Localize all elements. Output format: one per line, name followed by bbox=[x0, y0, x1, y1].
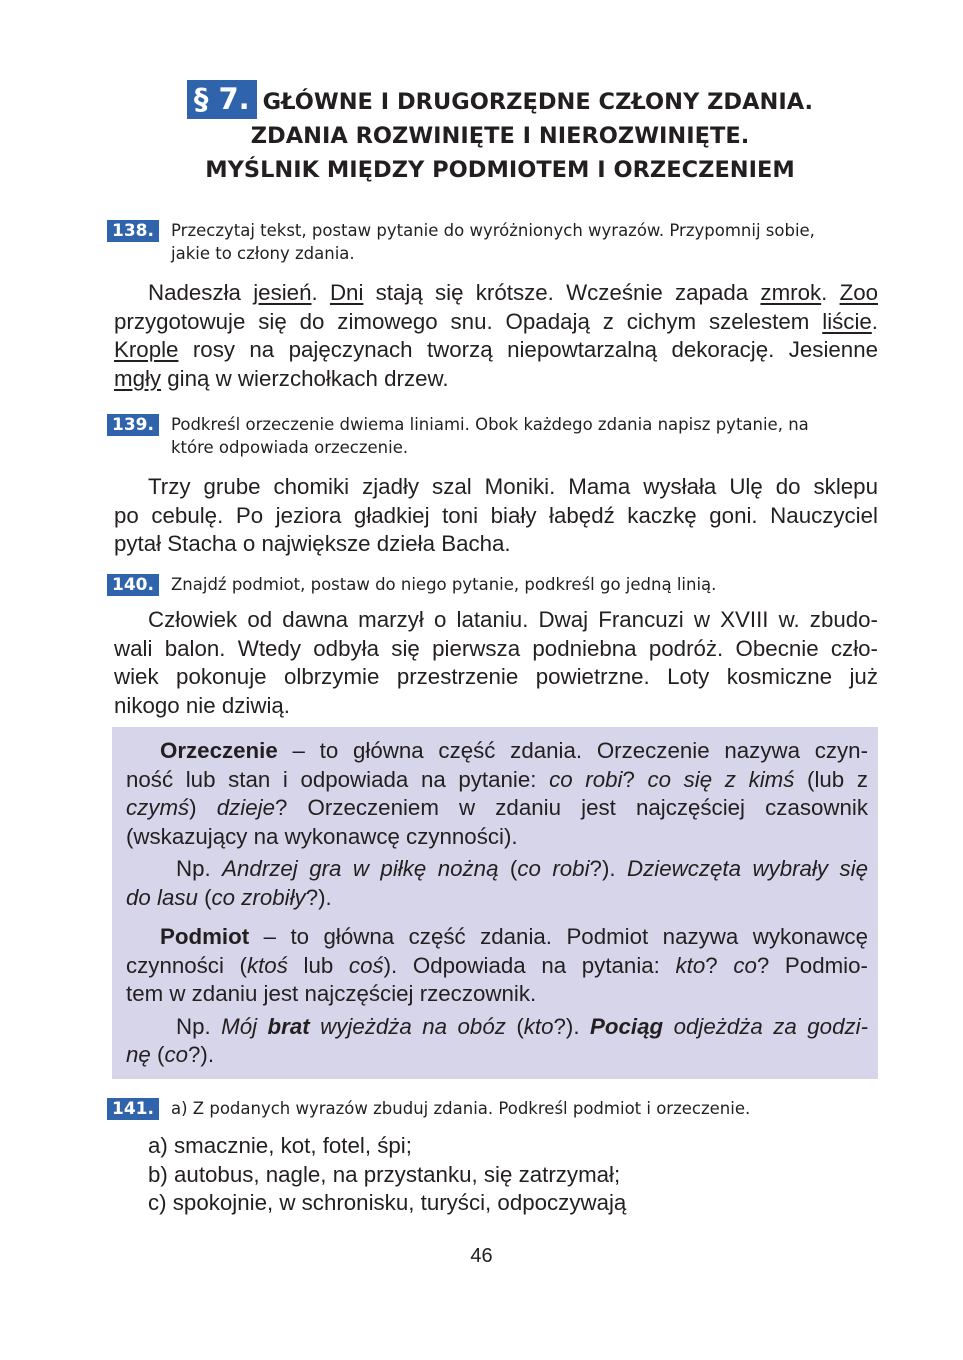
exercise-text-140 bbox=[114, 606, 878, 720]
text-span: giną w wierzchołkach drzew. bbox=[161, 365, 449, 391]
text-line: nikogo nie dziwią. bbox=[114, 692, 291, 718]
text-span: ?). bbox=[188, 1042, 215, 1067]
text-span: przygotowuje się do zimowego snu. Opadają z cichym szelestem bbox=[114, 308, 823, 334]
text-span: Nadeszła bbox=[148, 280, 254, 305]
example-text: wyjeżdża na obóz bbox=[309, 1013, 506, 1039]
text-line: Człowiek od dawna marzył o lataniu. Dwaj Francuzi w XVIII w. zbudo- bbox=[148, 607, 878, 632]
task-141 bbox=[107, 1097, 887, 1120]
rule-predicate bbox=[126, 737, 868, 912]
text-line: wali balon. Wtedy odbyła się pierwsza podniebna podróż. Obecnie czło- bbox=[114, 635, 878, 661]
task-138 bbox=[107, 219, 887, 265]
header-title-1: GŁÓWNE I DRUGORZĘDNE CZŁONY ZDANIA. bbox=[262, 89, 814, 115]
task-instruction-line: a) Z podanych wyrazów zbuduj zdania. Podkreśl podmiot i orzeczenie. bbox=[171, 1099, 751, 1118]
text-span: (wskazujący na wykonawcę czynności). bbox=[126, 823, 518, 849]
text-span: ) bbox=[189, 795, 217, 820]
section-header bbox=[100, 80, 900, 187]
question-word: kto bbox=[675, 952, 706, 978]
example-text: Dziewczęta wybrały się bbox=[627, 856, 868, 881]
example-subject: Pociąg bbox=[590, 1013, 664, 1039]
text-span: ? Podmio- bbox=[756, 952, 868, 978]
question-word: kto bbox=[523, 1013, 554, 1039]
question-word: co bbox=[164, 1042, 188, 1067]
example-subject: brat bbox=[267, 1013, 310, 1039]
text-span: . bbox=[871, 308, 878, 334]
example-text: do lasu bbox=[126, 884, 198, 910]
list-item: a) smacznie, kot, fotel, śpi; bbox=[148, 1133, 412, 1158]
task-number-badge: 140. bbox=[107, 574, 159, 596]
text-span: czynności ( bbox=[126, 952, 247, 978]
text-span: Np. bbox=[176, 856, 223, 881]
task-instruction-line: Znajdź podmiot, postaw do niego pytanie, podkreśl go jedną linią. bbox=[171, 575, 717, 594]
word-list-141 bbox=[148, 1132, 626, 1218]
text-span: ?). bbox=[553, 1013, 591, 1039]
section-number-badge: § 7. bbox=[187, 80, 257, 119]
text-line: po cebulę. Po jeziora gładkiej toni biały łabędź kaczkę goni. Nauczyciel bbox=[114, 502, 878, 528]
text-span: ność lub stan i odpowiada na pytanie: bbox=[126, 766, 550, 792]
text-span: ?). bbox=[305, 884, 332, 910]
text-span: stają się krótsze. Wcześnie zapada bbox=[363, 280, 761, 305]
text-line: wiek pokonuje olbrzymie przestrzenie powietrzne. Loty kosmiczne już bbox=[114, 664, 878, 689]
text-span: ( bbox=[197, 884, 212, 910]
text-span: ( bbox=[150, 1042, 165, 1067]
task-139 bbox=[107, 413, 887, 459]
text-span: ? Orzeczeniem w zdaniu jest najczęściej czasownik bbox=[275, 795, 869, 820]
highlighted-word: liście bbox=[822, 308, 872, 334]
text-span: lub bbox=[287, 952, 349, 978]
list-item: c) spokojnie, w schronisku, turyści, odpoczywają bbox=[148, 1190, 627, 1215]
task-140 bbox=[107, 573, 887, 596]
exercise-text-139 bbox=[114, 473, 878, 559]
example-text: odjeżdża za godzi- bbox=[663, 1013, 869, 1039]
question-word: co bbox=[733, 952, 757, 978]
task-number-badge: 139. bbox=[107, 414, 159, 436]
text-span: ? bbox=[705, 952, 734, 978]
text-line: Trzy grube chomiki zjadły szal Moniki. Mama wysłała Ulę do sklepu bbox=[148, 474, 878, 499]
question-word: co robi bbox=[549, 766, 623, 792]
page-number: 46 bbox=[470, 1245, 493, 1267]
exercise-text-138 bbox=[114, 279, 878, 393]
text-span: ). Odpowiada na pytania: bbox=[383, 952, 676, 978]
task-instruction-line: jakie to człony zdania. bbox=[171, 244, 355, 263]
text-span: – to główna część zdania. Podmiot nazywa wykonawcę bbox=[249, 924, 868, 949]
text-span: ? bbox=[622, 766, 648, 792]
text-span: (lub z bbox=[794, 766, 868, 792]
highlighted-word: Dni bbox=[329, 280, 364, 305]
header-title-3: MYŚLNIK MIĘDZY PODMIOTEM I ORZECZENIEM bbox=[205, 157, 795, 183]
text-span: Np. bbox=[176, 1013, 222, 1039]
question-word: co zrobiły bbox=[211, 884, 306, 910]
example-text: Mój bbox=[221, 1013, 268, 1039]
highlighted-word: zmrok bbox=[760, 280, 822, 305]
text-line: pytał Stacha o największe dzieła Bacha. bbox=[114, 531, 511, 556]
highlighted-word: mgły bbox=[114, 365, 162, 391]
task-number-badge: 138. bbox=[107, 220, 159, 242]
rule-subject bbox=[126, 923, 868, 1070]
header-title-2: ZDANIA ROZWINIĘTE I NIEROZWINIĘTE. bbox=[250, 123, 750, 149]
header-line-1 bbox=[100, 80, 900, 119]
task-instruction-line: Przeczytaj tekst, postaw pytanie do wyróżnionych wyrazów. Przypomnij sobie, bbox=[171, 221, 815, 240]
task-number-badge: 141. bbox=[107, 1098, 159, 1120]
list-item: b) autobus, nagle, na przystanku, się zatrzymał; bbox=[148, 1161, 621, 1187]
question-word: dzieje bbox=[216, 795, 276, 820]
text-span: ?). bbox=[589, 856, 628, 881]
task-instruction-line: które odpowiada orzeczenie. bbox=[171, 438, 409, 457]
text-span: . bbox=[821, 280, 840, 305]
question-word: co robi bbox=[517, 856, 590, 881]
text-span: tem w zdaniu jest najczęściej rzeczownik. bbox=[126, 981, 537, 1006]
rule-term: Podmiot bbox=[160, 924, 250, 949]
text-span: rosy na pajęczynach tworzą niepowtarzalną dekorację. Jesienne bbox=[178, 337, 878, 362]
question-word: coś bbox=[348, 952, 384, 978]
rule-term: Orzeczenie bbox=[160, 738, 278, 763]
text-span: ( bbox=[505, 1013, 524, 1039]
text-span: – to główna część zdania. Orzeczenie nazywa czyn- bbox=[277, 738, 868, 763]
highlighted-word: jesień bbox=[253, 280, 312, 305]
highlighted-word: Krople bbox=[114, 337, 179, 362]
task-instruction-line: Podkreśl orzeczenie dwiema liniami. Obok każdego zdania napisz pytanie, na bbox=[171, 415, 809, 434]
text-span: ( bbox=[498, 856, 518, 881]
example-text: Andrzej gra w piłkę nożną bbox=[222, 856, 499, 881]
question-word: czymś bbox=[126, 795, 190, 820]
text-span: . bbox=[311, 280, 330, 305]
question-word: co się z kimś bbox=[647, 766, 795, 792]
question-word: ktoś bbox=[246, 952, 288, 978]
highlighted-word: Zoo bbox=[839, 280, 878, 305]
example-text: nę bbox=[126, 1042, 151, 1067]
